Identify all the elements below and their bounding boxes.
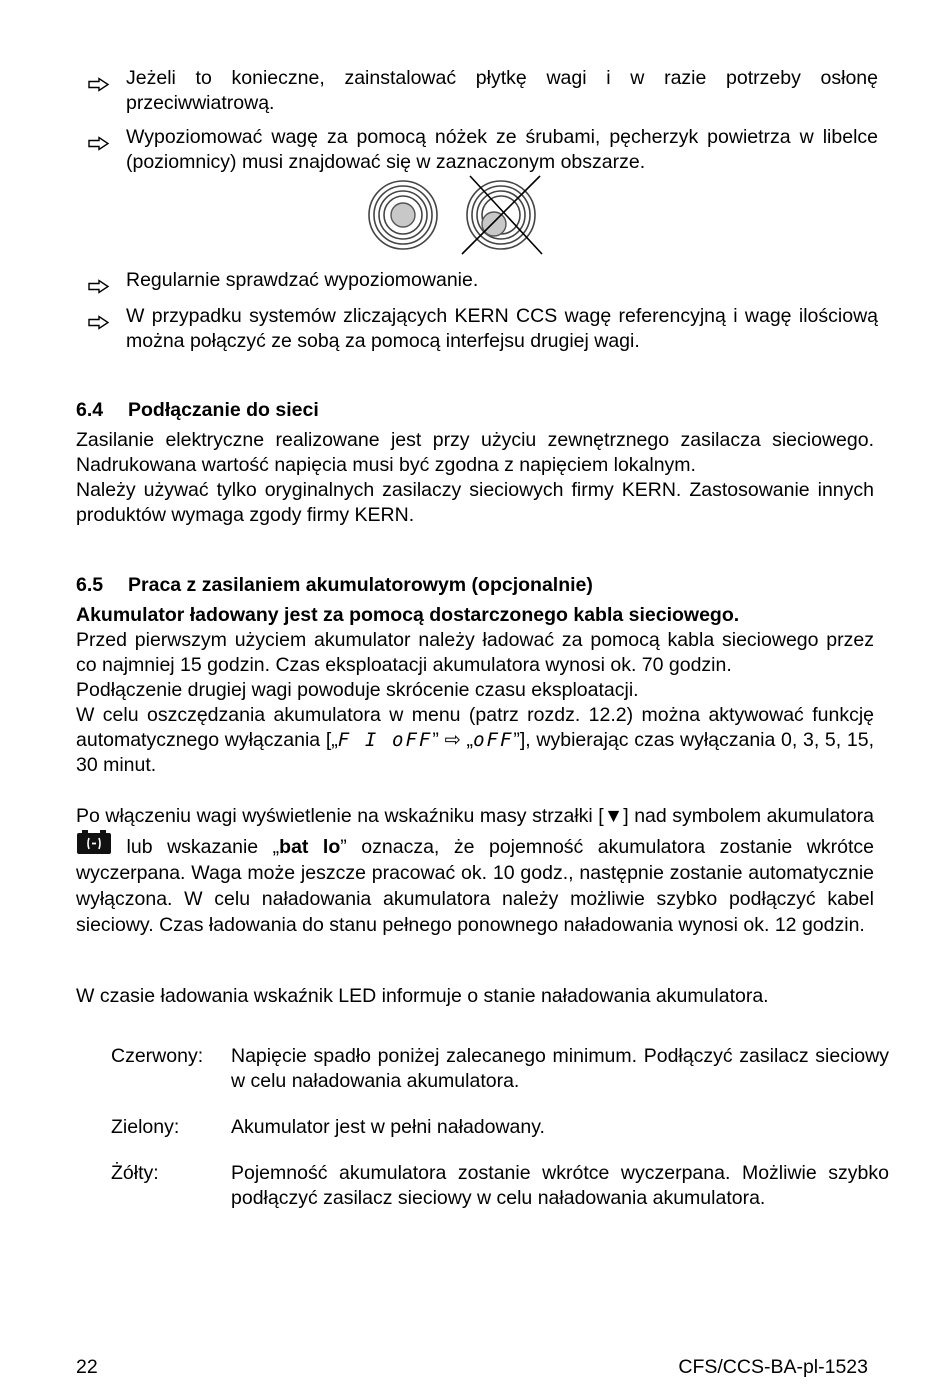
led-description: Napięcie spadło poniżej zalecanego minimum. Podłączyć zasilacz sieciowy w celu naładowania akumulatora.: [231, 1045, 889, 1092]
led-state-yellow: [111, 1161, 889, 1211]
bubble-level-centered-icon: [366, 178, 440, 252]
paragraph: W czasie ładowania wskaźnik LED informuje o stanie naładowania akumulatora.: [76, 985, 769, 1007]
bold-note: Akumulator ładowany jest za pomocą dostarczonego kabla sieciowego.: [76, 604, 740, 626]
section-title: Podłączanie do sieci: [128, 399, 319, 421]
section-number: 6.4: [76, 399, 104, 421]
text-run: W celu oszczędzania akumulatora w menu (patrz rozdz. 12.2) można aktywować funkcję automatycznego wyłączania [„: [76, 704, 874, 751]
text-run: ”], wybierając czas wyłączania 0, 3, 5, 15, 30 minut.: [76, 729, 874, 776]
display-segment-text: oFF: [473, 729, 514, 751]
section-number: 6.5: [76, 574, 104, 596]
section-heading-6-4: [76, 398, 319, 423]
led-state-red: [111, 1044, 889, 1094]
hollow-right-arrow-icon: [88, 72, 110, 97]
hollow-right-arrow-icon: [88, 274, 110, 299]
section-title: Praca z zasilaniem akumulatorowym (opcjonalnie): [128, 574, 593, 596]
bullet-regular-check: [76, 268, 878, 293]
led-label: Żółty:: [111, 1162, 159, 1184]
section-heading-6-5: [76, 573, 593, 598]
text-run: Po włączeniu wagi wyświetlenie na wskaźniku masy strzałki [▼] nad symbolem akumulatora: [76, 805, 874, 827]
bullet-text: Jeżeli to konieczne, zainstalować płytkę wagi i w razie potrzeby osłonę przeciwwiatrową.: [126, 67, 878, 114]
hollow-right-arrow-icon: [88, 310, 110, 335]
paragraph-auto-off: [76, 703, 874, 778]
bullet-install-plate: [76, 66, 878, 116]
led-label: Zielony:: [111, 1116, 180, 1138]
bullet-ccs-connection: [76, 304, 878, 354]
led-label: Czerwony:: [111, 1045, 204, 1067]
bullet-text: Regularnie sprawdzać wypoziomowanie.: [126, 269, 479, 291]
section-6-5-body: [76, 603, 874, 778]
section-6-4-body: [76, 428, 874, 528]
battery-symbol-icon: [76, 829, 112, 855]
bullet-leveling: [76, 125, 878, 175]
text-run: ” ⇨ „: [432, 729, 474, 751]
paragraph: Zasilanie elektryczne realizowane jest przy użyciu zewnętrznego zasilacza sieciowego. Nadrukowana wartość napięcia musi być zgodna z napięciem lokalnym.: [76, 429, 874, 476]
page-number: 22: [76, 1356, 98, 1378]
led-description: Akumulator jest w pełni naładowany.: [231, 1116, 545, 1138]
battery-low-paragraph: [76, 803, 874, 938]
bold-text-run: bat lo: [279, 836, 341, 858]
led-description: Pojemność akumulatora zostanie wkrótce wyczerpana. Możliwie szybko podłączyć zasilacz sieciowy w celu naładowania akumulatora.: [231, 1162, 889, 1209]
paragraph: Przed pierwszym użyciem akumulator należy ładować za pomocą kabla sieciowego przez co najmniej 15 godzin. Czas eksploatacji akumulatora wynosi ok. 70 godzin.: [76, 629, 874, 676]
led-state-green: [111, 1115, 889, 1140]
text-run: ” oznacza, że pojemność akumulatora zostanie wkrótce wyczerpana. Waga może jeszcze pracować ok. 10 godz., następnie zostanie automatycznie wyłączona. W celu naładowania akumulatora należy możliwie szybko podłączyć kabel sieciowy. Czas ładowania do stanu pełnego ponownego naładowania wynosi ok. 12 godzin.: [76, 836, 874, 936]
led-intro-paragraph: [76, 984, 874, 1009]
paragraph: Należy używać tylko oryginalnych zasilaczy sieciowych firmy KERN. Zastosowanie innych produktów wymaga zgody firmy KERN.: [76, 479, 874, 526]
document-code: CFS/CCS-BA-pl-1523: [678, 1356, 868, 1378]
bubble-level-off-center-crossed-icon: [456, 172, 546, 258]
text-run: lub wskazanie „: [112, 836, 280, 858]
hollow-right-arrow-icon: [88, 131, 110, 156]
display-segment-text: F I oFF: [337, 729, 433, 751]
paragraph: [76, 803, 874, 938]
bullet-text: Wypoziomować wagę za pomocą nóżek ze śrubami, pęcherzyk powietrza w libelce (poziomnicy) musi znajdować się w zaznaczonym obszarze.: [126, 126, 878, 173]
bullet-text: W przypadku systemów zliczających KERN CCS wagę referencyjną i wagę ilościową można połączyć ze sobą za pomocą interfejsu drugiej wagi.: [126, 305, 878, 352]
paragraph: Podłączenie drugiej wagi powoduje skrócenie czasu eksploatacji.: [76, 679, 639, 701]
